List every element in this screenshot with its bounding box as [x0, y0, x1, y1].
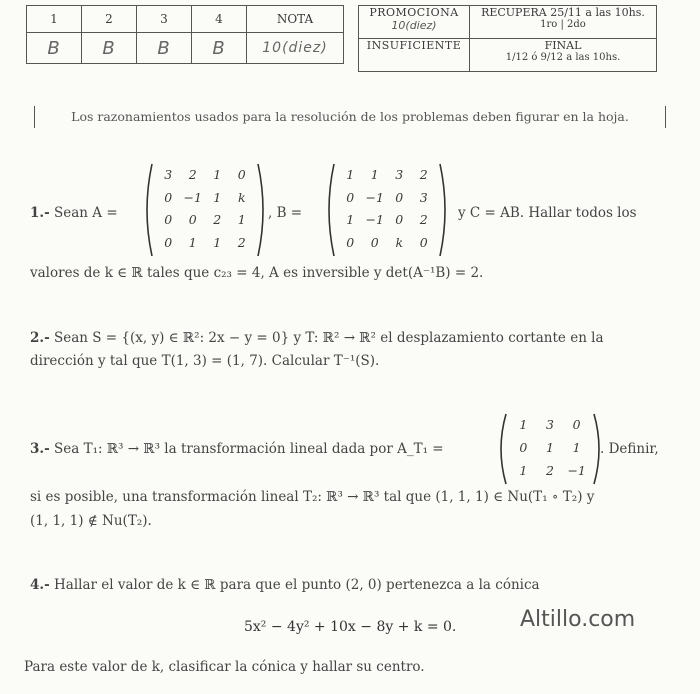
status-table — [358, 5, 657, 72]
matrix-b-cell: 1 — [346, 167, 355, 183]
problem-4-equation: 5x² − 4y² + 10x − 8y + k = 0. — [244, 619, 457, 635]
matrix-b-cell: 1 — [346, 212, 355, 228]
matrix-b-right-paren — [440, 164, 445, 256]
instructions-notice: Los razonamientos usados para la resolución de los problemas deben figurar en la hoja. — [34, 106, 666, 128]
matrix-t1-cell: −1 — [567, 462, 586, 478]
matrix-b-cell: 0 — [346, 189, 355, 205]
matrix-t1-cell: 1 — [519, 462, 528, 478]
promociona-cell — [359, 6, 470, 39]
grade-header-4: 4 — [192, 6, 247, 33]
matrix-t1-cell: 1 — [546, 440, 554, 455]
matrix-b-left-paren — [329, 164, 334, 256]
matrix-a-cell: 0 — [237, 167, 246, 183]
problem-2-line2: dirección y tal que T(1, 3) = (1, 7). Calcular T⁻¹(S). — [30, 353, 380, 369]
final-sub: 1/12 ó 9/12 a las 10hs. — [505, 52, 621, 63]
grade-mark-nota: 10(diez) — [247, 33, 344, 64]
matrix-b-cell: −1 — [365, 189, 384, 205]
watermark-logo: Altillo.com — [520, 607, 636, 632]
matrix-a-cell: 1 — [213, 167, 222, 183]
matrix-a-cell: 2 — [213, 212, 222, 228]
problem-3-tail: . Definir, — [600, 441, 659, 457]
matrix-a-right-paren — [258, 164, 263, 256]
grade-mark-4: B — [192, 33, 247, 64]
matrix-b-cell: 0 — [346, 234, 355, 250]
final-cell — [470, 39, 657, 72]
insuficiente-cell — [359, 39, 470, 72]
problem-2-number: 2.- — [30, 330, 50, 346]
insuficiente-label: INSUFICIENTE — [366, 39, 462, 52]
matrix-b-cell: 2 — [419, 212, 428, 228]
matrix-a-cell: −1 — [183, 189, 202, 205]
grades-table — [26, 5, 344, 64]
matrix-a-cell: k — [237, 189, 246, 205]
matrix-a-cell: 1 — [237, 212, 246, 228]
problem-3-line3: (1, 1, 1) ∉ Nu(T₂). — [30, 513, 152, 529]
matrix-a-cell: 0 — [164, 234, 173, 250]
problem-3-number: 3.- — [30, 441, 50, 457]
recupera-label: RECUPERA 25/11 a las 10hs. — [481, 6, 645, 19]
grade-header-3: 3 — [137, 6, 192, 33]
matrix-t1-cell: 1 — [519, 417, 528, 433]
matrix-t1-cell: 3 — [546, 417, 554, 433]
matrix-b-cell: 3 — [395, 167, 404, 183]
matrix-t1 — [498, 412, 602, 486]
matrix-a-cell: 0 — [164, 212, 173, 228]
matrix-a-cell: 2 — [237, 234, 246, 250]
matrix-t1-cell: 0 — [519, 440, 528, 455]
matrix-b-cell: 1 — [370, 167, 379, 183]
grade-mark-2: B — [82, 33, 137, 64]
matrix-a-cell: 1 — [213, 189, 222, 205]
problem-1-intro-text: Sean A = — [54, 205, 118, 221]
matrix-b — [326, 162, 448, 258]
grade-mark-1: B — [27, 33, 82, 64]
matrix-t1-left-paren — [501, 414, 506, 484]
problem-4-line1 — [30, 577, 540, 593]
matrix-t1-cell: 2 — [546, 462, 554, 478]
problem-1-number: 1.- — [30, 205, 50, 221]
promociona-label: PROMOCIONA — [369, 6, 459, 19]
grade-header-2: 2 — [82, 6, 137, 33]
matrix-b-cell: 0 — [419, 234, 428, 250]
matrix-a-cell: 1 — [213, 234, 222, 250]
matrix-a-cell: 3 — [164, 167, 173, 183]
matrix-a-cell: 0 — [164, 189, 173, 205]
matrix-a-cell: 0 — [188, 212, 197, 228]
problem-2-line1-text: Sean S = {(x, y) ∈ ℝ²: 2x − y = 0} y T: ℝ² → ℝ² el desplazamiento cortante en la — [54, 330, 604, 346]
problem-4-number: 4.- — [30, 577, 50, 593]
matrix-b-cell: k — [395, 234, 404, 250]
matrix-b-cell: 2 — [419, 167, 428, 183]
problem-1-tail: y C = AB. Hallar todos los — [458, 205, 637, 221]
problem-4-line2: Para este valor de k, clasificar la cónica y hallar su centro. — [24, 659, 425, 675]
grade-header-nota: NOTA — [247, 6, 344, 33]
matrix-a-cell: 1 — [188, 234, 197, 250]
matrix-b-cell: 0 — [395, 212, 404, 228]
problem-2-line1 — [30, 330, 604, 346]
problem-1-intro — [30, 205, 118, 221]
matrix-b-cell: 0 — [395, 189, 404, 205]
problem-1-mid: , B = — [268, 205, 303, 221]
matrix-a — [144, 162, 266, 258]
matrix-t1-right-paren — [594, 414, 599, 484]
problem-3-line2: si es posible, una transformación lineal T₂: ℝ³ → ℝ³ tal que (1, 1, 1) ∈ Nu(T₁ ∘ T₂) y — [30, 489, 595, 505]
problem-4-line1-text: Hallar el valor de k ∈ ℝ para que el punto (2, 0) pertenezca a la cónica — [54, 577, 540, 593]
matrix-t1-cell: 1 — [572, 440, 581, 455]
matrix-t1-cell: 0 — [572, 417, 581, 433]
problem-1-line2: valores de k ∈ ℝ tales que c₂₃ = 4, A es inversible y det(A⁻¹B) = 2. — [30, 265, 484, 281]
final-label: FINAL — [544, 39, 582, 52]
recupera-sub: 1ro | 2do — [540, 19, 586, 30]
matrix-b-cell: 3 — [419, 189, 428, 205]
promociona-note: 10(diez) — [391, 19, 437, 32]
matrix-b-cell: −1 — [365, 212, 384, 228]
grade-header-1: 1 — [27, 6, 82, 33]
matrix-b-cell: 0 — [370, 234, 379, 250]
problem-3-intro — [30, 441, 444, 457]
matrix-a-left-paren — [147, 164, 152, 256]
grade-mark-3: B — [137, 33, 192, 64]
problem-3-intro-text: Sea T₁: ℝ³ → ℝ³ la transformación lineal dada por A_T₁ = — [54, 441, 444, 457]
recupera-cell — [470, 6, 657, 39]
matrix-a-cell: 2 — [188, 167, 197, 183]
